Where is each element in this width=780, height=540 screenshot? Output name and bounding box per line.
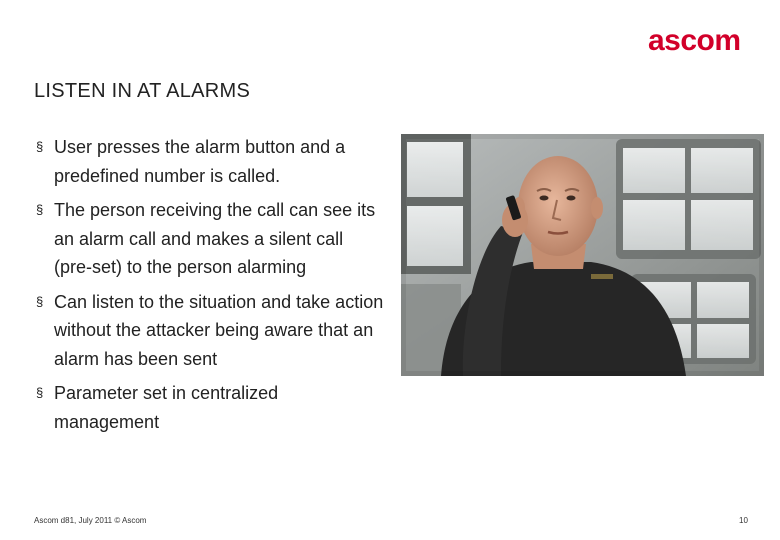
bullet-item xyxy=(36,196,386,282)
bullet-text: Can listen to the situation and take action without the attacker being aware that an alarm has been sent xyxy=(54,291,384,369)
bullet-item xyxy=(36,133,386,190)
photo-illustration xyxy=(401,134,764,376)
bullet-item xyxy=(36,288,386,374)
bullet-marker: § xyxy=(36,293,44,309)
ascom-logo: ascom xyxy=(648,24,741,57)
slide-title: LISTEN IN AT ALARMS xyxy=(34,80,251,102)
bullet-marker: § xyxy=(36,139,44,154)
bullet-marker: § xyxy=(36,202,44,217)
bullet-text: Parameter set in centralized management xyxy=(54,383,279,432)
man-on-phone-photo xyxy=(401,134,764,376)
bullet-item xyxy=(36,379,386,436)
bullet-list xyxy=(36,133,386,442)
footer-copyright: Ascom d81, July 2011 © Ascom xyxy=(34,516,147,525)
page-number: 10 xyxy=(739,516,748,525)
bullet-marker: § xyxy=(36,385,44,400)
bullet-text: User presses the alarm button and a predefined number is called. xyxy=(54,137,346,186)
bullet-text: The person receiving the call can see its an alarm call and makes a silent call (pre-set) to the person alarming xyxy=(54,200,376,277)
